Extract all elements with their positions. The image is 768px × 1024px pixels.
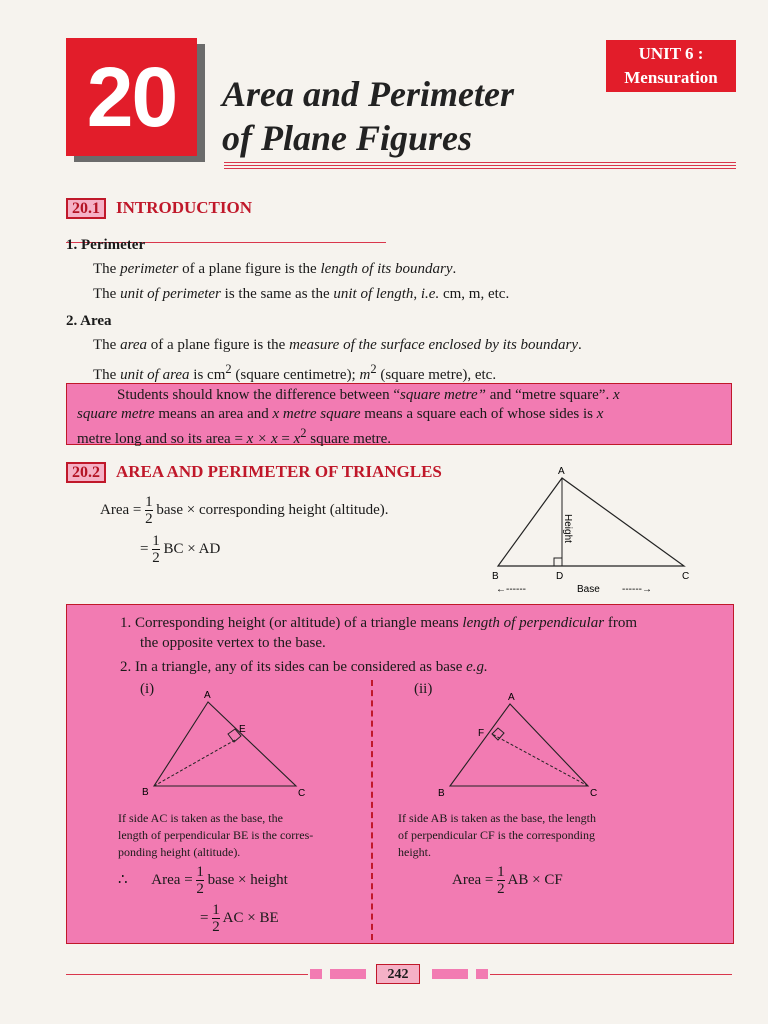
example-ii-label: (ii) — [414, 681, 433, 697]
caption-line: height. — [398, 845, 431, 859]
denominator: 2 — [212, 919, 220, 935]
text: AC × BE — [222, 909, 279, 926]
caption-line: length of perpendicular BE is the corres- — [118, 828, 314, 842]
text: length of its boundary — [320, 261, 453, 277]
area-unit — [93, 358, 496, 386]
denominator: 2 — [145, 511, 153, 527]
text: The — [93, 337, 121, 353]
text: square metre. — [306, 431, 392, 447]
base-arrow-left: ←------ — [496, 584, 526, 595]
triangle-diagram — [484, 462, 704, 598]
text: x — [612, 387, 620, 403]
text: unit of length — [333, 286, 414, 302]
vertex-b-label: B — [438, 788, 445, 799]
base-label: Base — [577, 584, 600, 595]
triangle-abc — [154, 702, 296, 786]
perpendicular-cf — [492, 734, 588, 786]
triangle-formula-1 — [100, 494, 389, 527]
text: measure of the surface enclosed by its boundary — [289, 337, 579, 353]
text: e.g. — [466, 659, 488, 675]
text: unit of area — [120, 367, 190, 383]
footer-decoration — [330, 969, 366, 979]
box-item-1 — [120, 612, 637, 634]
example-i-caption — [118, 810, 368, 861]
text: base × height — [207, 871, 288, 888]
fraction — [196, 864, 204, 897]
triangle-example-ii — [430, 688, 610, 800]
numerator: 1 — [145, 494, 153, 510]
chapter-title — [222, 72, 514, 160]
text: of a plane figure is the — [178, 261, 321, 277]
vertex-a-label: A — [558, 466, 565, 477]
text: of a plane figure is the — [147, 337, 290, 353]
vertex-b-label: B — [142, 787, 149, 798]
footer-decoration — [310, 969, 322, 979]
vertex-c-label: C — [298, 788, 306, 799]
perimeter-heading: 1. Perimeter — [66, 237, 146, 253]
caption-line: of perpendicular CF is the corresponding — [398, 828, 595, 842]
text: from — [604, 615, 637, 631]
text: Area = — [151, 871, 193, 888]
triangle-example-i — [140, 688, 310, 800]
text: m — [359, 367, 371, 383]
caption-line: If side AB is taken as the base, the length — [398, 811, 596, 825]
text: (square metre), etc. — [376, 367, 497, 383]
example-i-formula-2 — [200, 902, 279, 935]
caption-line: If side AC is taken as the base, the — [118, 811, 283, 825]
section-number: 20.1 — [66, 198, 106, 219]
text: (square centimetre); — [231, 367, 360, 383]
note-line — [77, 405, 721, 424]
perimeter-definition — [93, 258, 456, 280]
denominator: 2 — [497, 881, 505, 897]
text: x — [293, 431, 301, 447]
caption-line: ponding height (altitude). — [118, 845, 241, 859]
point-e-label: E — [239, 724, 246, 735]
text: x — [596, 406, 604, 422]
text: Area = — [100, 501, 142, 518]
fraction — [145, 494, 153, 527]
text: 2. In a triangle, any of its sides can be considered as base — [120, 659, 467, 675]
text: = — [277, 431, 294, 447]
text: x × x — [246, 431, 278, 447]
text: BC × AD — [163, 540, 221, 557]
numerator: 1 — [212, 902, 220, 918]
point-f-label: F — [478, 728, 485, 739]
area-heading: 2. Area — [66, 313, 112, 329]
triangle-abc — [450, 704, 588, 786]
text: x metre square — [272, 406, 361, 422]
perimeter-unit — [93, 283, 509, 305]
vertex-a-label: A — [204, 690, 211, 701]
footer-decoration — [432, 969, 468, 979]
text: 1. Corresponding height (or altitude) of a triangle means — [120, 615, 463, 631]
area-definition — [93, 334, 582, 356]
footer-rule-right — [490, 974, 732, 975]
text: i.e. — [420, 286, 440, 302]
point-d-label: D — [556, 571, 564, 582]
chapter-title-line2: of Plane Figures — [222, 118, 473, 158]
section-heading-triangles — [66, 462, 442, 483]
section-title: AREA AND PERIMETER OF TRIANGLES — [116, 462, 442, 481]
vertex-b-label: B — [492, 571, 499, 582]
superscript: 2 — [225, 362, 232, 376]
vertex-c-label: C — [682, 571, 690, 582]
text: base × corresponding height (altitude). — [156, 501, 389, 518]
right-angle-mark — [554, 558, 562, 566]
footer-rule-left — [66, 974, 308, 975]
note-line — [77, 424, 721, 449]
text: cm, m, etc. — [439, 286, 510, 302]
numerator: 1 — [152, 533, 160, 549]
text: and “metre square”. — [485, 387, 613, 403]
unit-badge — [606, 40, 736, 92]
text: The — [93, 286, 121, 302]
triangle-abc — [498, 478, 684, 566]
text: means an area and — [154, 406, 273, 422]
text: The — [93, 261, 121, 277]
fraction — [497, 864, 505, 897]
numerator: 1 — [497, 864, 505, 880]
text: Area = — [452, 871, 494, 888]
chapter-title-line1: Area and Perimeter — [222, 74, 514, 114]
therefore-symbol: ∴ — [118, 871, 128, 888]
header-rule — [224, 162, 736, 163]
right-angle-mark — [492, 728, 504, 740]
box-item-2 — [120, 656, 488, 678]
superscript: 2 — [300, 426, 307, 440]
text: = — [200, 909, 209, 926]
unit-label: UNIT 6 : — [638, 44, 704, 63]
numerator: 1 — [196, 864, 204, 880]
text: Students should know the difference between “ — [117, 387, 400, 403]
text: = — [140, 540, 149, 557]
height-label: Height — [562, 514, 573, 543]
section-heading-intro — [66, 198, 252, 219]
section-number: 20.2 — [66, 462, 106, 483]
perpendicular-be — [154, 740, 235, 786]
chapter-number: 20 — [86, 50, 177, 144]
chapter-number-box — [66, 38, 197, 156]
text: , — [413, 286, 421, 302]
header-rule — [224, 165, 736, 166]
box-item-1-cont: the opposite vertex to the base. — [140, 635, 326, 651]
fraction — [212, 902, 220, 935]
page-number: 242 — [376, 964, 420, 984]
text: unit of perimeter — [120, 286, 221, 302]
section-title: INTRODUCTION — [116, 198, 253, 217]
header-rule — [224, 168, 736, 169]
triangle-formula-2 — [140, 533, 220, 566]
text: square metre” — [399, 387, 486, 403]
unit-subject: Mensuration — [624, 68, 718, 87]
text: perimeter — [120, 261, 179, 277]
note-box — [66, 383, 732, 445]
example-i-label: (i) — [140, 681, 155, 697]
column-divider — [371, 680, 373, 940]
vertex-a-label: A — [508, 692, 515, 703]
example-ii-formula — [452, 864, 563, 897]
example-i-formula-1 — [118, 864, 288, 897]
text: AB × CF — [507, 871, 563, 888]
text: means a square each of whose sides is — [360, 406, 597, 422]
text: length of perpendicular — [462, 615, 605, 631]
text: square metre — [77, 406, 155, 422]
note-line — [77, 386, 721, 405]
denominator: 2 — [196, 881, 204, 897]
text: is cm — [189, 367, 226, 383]
text: . — [452, 261, 457, 277]
example-ii-caption — [398, 810, 658, 861]
text: The — [93, 367, 121, 383]
vertex-c-label: C — [590, 788, 598, 799]
base-arrow-right: ------→ — [622, 584, 652, 595]
text: metre long and so its area = — [77, 431, 247, 447]
fraction — [152, 533, 160, 566]
text: . — [578, 337, 582, 353]
superscript: 2 — [370, 362, 377, 376]
text: area — [120, 337, 148, 353]
footer-decoration — [476, 969, 488, 979]
text: is the same as the — [220, 286, 334, 302]
denominator: 2 — [152, 550, 160, 566]
